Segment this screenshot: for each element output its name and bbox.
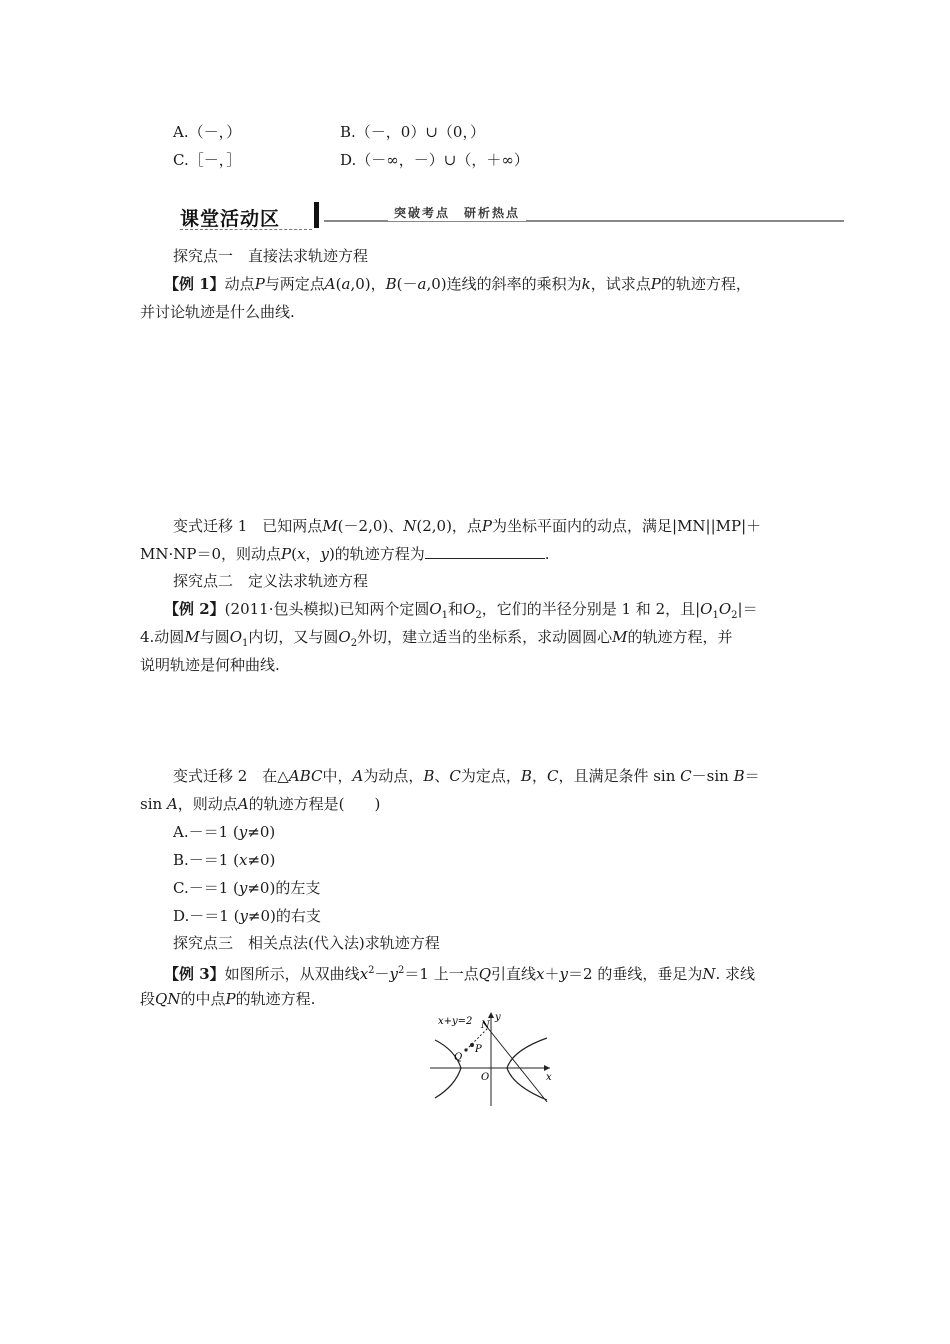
variant-2-line-1: 变式迁移 2 在△ABC中，A为动点，B、C为定点，B，C，且满足条件 sin C－sin B＝ xyxy=(173,767,760,785)
section-heading-1: 探究点一 直接法求轨迹方程 xyxy=(173,247,369,265)
variant-2-option-c: C.－＝1 (y≠0)的左支 xyxy=(173,879,321,897)
line-label: x+y=2 xyxy=(438,1016,473,1027)
label-p: P xyxy=(475,1044,482,1055)
example-2-line-1: 【例 2】(2011·包头模拟)已知两个定圆$O_1$和$O_2$，它们的半径分别是 1 和 2，且$|O_1O_2|=$ xyxy=(164,600,758,621)
y-axis-arrow xyxy=(488,1012,494,1018)
label-q: Q xyxy=(454,1052,463,1063)
example-1-line-2: 并讨论轨迹是什么曲线. xyxy=(140,303,295,321)
banner-dash-line xyxy=(180,229,312,230)
section-banner xyxy=(176,202,844,232)
banner-subtitle: 突破考点 研析热点 xyxy=(388,204,526,221)
variant-1-line-1: 变式迁移 1 已知两点M(－2,0)、N(2,0)，点P为坐标平面内的动点，满足|MN||MP|＋ xyxy=(173,517,762,535)
answer-blank[interactable] xyxy=(425,544,545,559)
variant-2-line-2: sin A，则动点A的轨迹方程是( ) xyxy=(140,795,381,813)
label-o: O xyxy=(481,1072,490,1083)
choice-d: D.（－∞，－）∪（，＋∞） xyxy=(340,151,529,169)
hyperbola-right-branch xyxy=(507,1038,547,1100)
label-x: x xyxy=(546,1072,552,1083)
variant-2-option-a: A.－＝1 (y≠0) xyxy=(173,823,276,841)
label-y: y xyxy=(495,1012,501,1023)
line-x-plus-y-2 xyxy=(483,1022,547,1102)
choice-a: A.（－，） xyxy=(173,123,242,141)
example-3-line-1: 【例 3】如图所示，从双曲线$x^2-y^2=1$ 上一点Q引直线x＋y＝2 的垂线，垂足为N. 求线 xyxy=(164,965,755,983)
example-2-line-3: 说明轨迹是何种曲线. xyxy=(140,656,280,674)
section-heading-3: 探究点三 相关点法(代入法)求轨迹方程 xyxy=(173,934,440,952)
choice-b: B.（－，0）∪（0，） xyxy=(340,123,485,141)
variant-2-option-b: B.－＝1 (x≠0) xyxy=(173,851,276,869)
example-1-line-1: 【例 1】动点P与两定点A(a,0)，B(－a,0)连线的斜率的乘积为k，试求点P的轨迹方程， xyxy=(164,275,751,293)
banner-divider xyxy=(314,202,319,228)
hyperbola-left-branch xyxy=(435,1040,461,1098)
label-n: N xyxy=(481,1020,490,1031)
section-heading-2: 探究点二 定义法求轨迹方程 xyxy=(173,572,369,590)
choice-c: C.［－，］ xyxy=(173,151,242,169)
x-axis-arrow xyxy=(544,1065,550,1071)
example-2-line-2: 4.动圆M与圆$O_1$内切，又与圆$O_2$外切，建立适当的坐标系，求动圆圆心M的轨迹方程，并 xyxy=(140,628,733,649)
variant-1-line-2: MN·NP＝0，则动点P(x，y)的轨迹方程为 . xyxy=(140,545,550,563)
point-p xyxy=(470,1043,474,1047)
banner-title: 课堂活动区 xyxy=(180,208,281,230)
variant-2-option-d: D.－＝1 (y≠0)的右支 xyxy=(173,907,321,925)
example-3-line-2: 段QN的中点P的轨迹方程. xyxy=(140,990,316,1008)
hyperbola-figure xyxy=(425,1010,560,1110)
point-q xyxy=(464,1048,467,1051)
